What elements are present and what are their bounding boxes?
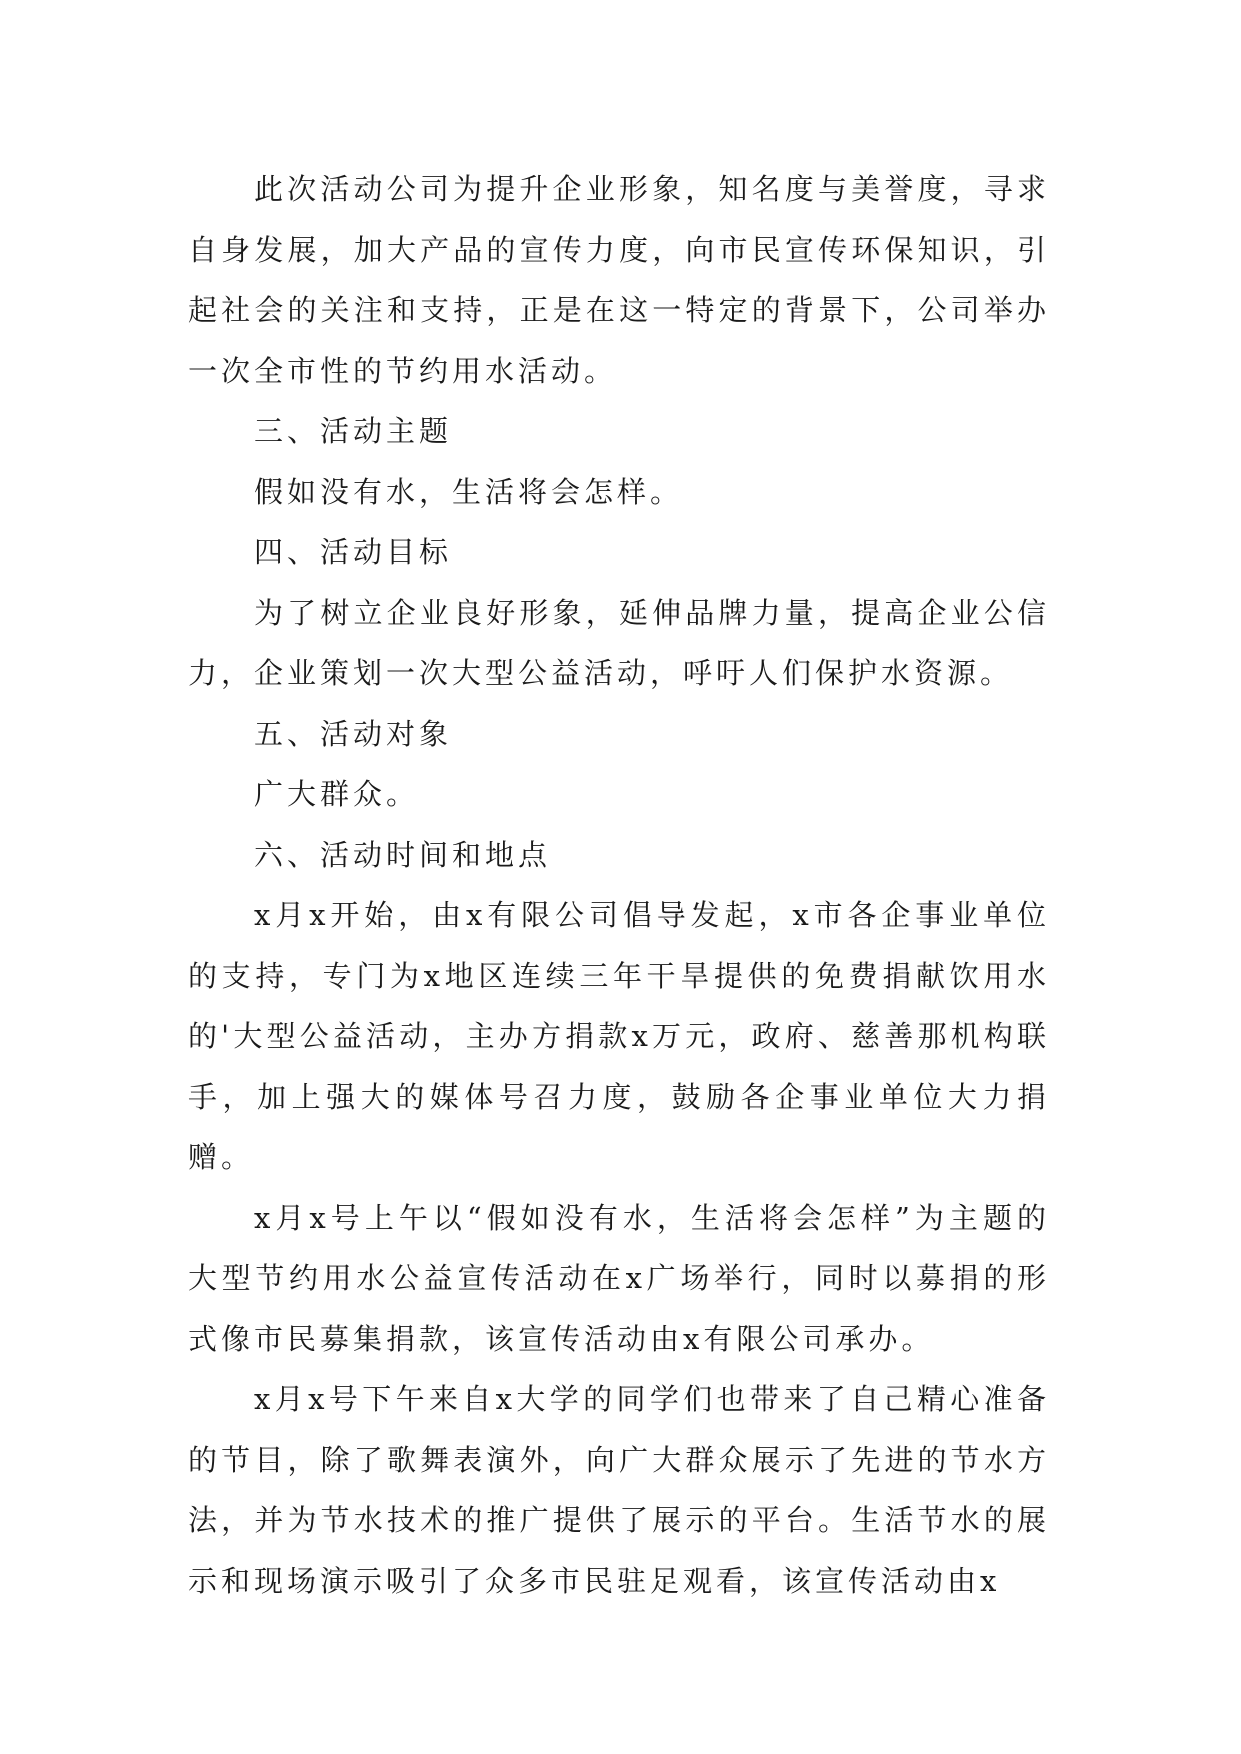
paragraph-goal: 为了树立企业良好形象，延伸品牌力量，提高企业公信力，企业策划一次大型公益活动，呼吁人们保护水资源。 — [188, 595, 1050, 690]
heading-activity-theme: 三、活动主题 — [254, 414, 453, 448]
paragraph-background: 此次活动公司为提升企业形象，知名度与美誉度，寻求自身发展，加大产品的宣传力度，向市民宣传环保知识，引起社会的关注和支持，正是在这一特定的背景下，公司举办一次全市性的节约用水活动。 — [188, 172, 1050, 388]
paragraph-time-place-3: x月x号下午来自x大学的同学们也带来了自己精心准备的节目，除了歌舞表演外，向广大群众展示了先进的节水方法，并为节水技术的推广提供了展示的平台。生活节水的展示和现场演示吸引了众多市民驻足观看，该宣传活动由x — [188, 1382, 1050, 1598]
paragraph-time-place-1: x月x开始，由x有限公司倡导发起，x市各企事业单位的支持，专门为x地区连续三年干旱提供的免费捐献饮用水的'大型公益活动，主办方捐款x万元，政府、慈善那机构联手，加上强大的媒体号召力度，鼓励各企事业单位大力捐赠。 — [188, 898, 1050, 1174]
heading-activity-audience: 五、活动对象 — [254, 716, 453, 751]
heading-activity-goal: 四、活动目标 — [254, 535, 453, 569]
document-body — [188, 159, 1050, 1611]
paragraph-audience: 广大群众。 — [254, 777, 420, 811]
paragraph-time-place-2: x月x号上午以“假如没有水，生活将会怎样”为主题的大型节约用水公益宣传活动在x广场举行，同时以募捐的形式像市民募集捐款，该宣传活动由x有限公司承办。 — [188, 1200, 1050, 1356]
heading-time-and-place: 六、活动时间和地点 — [254, 837, 552, 872]
paragraph-theme: 假如没有水，生活将会怎样。 — [254, 474, 684, 509]
